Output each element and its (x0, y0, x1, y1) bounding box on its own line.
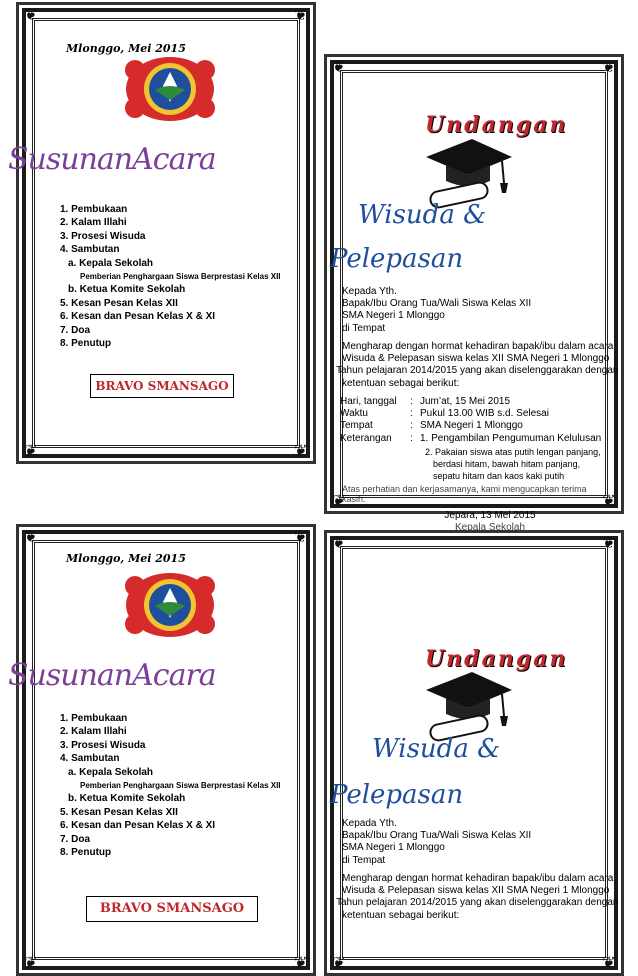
detail-row: Tempat : SMA Negeri 1 Mlonggo (340, 420, 523, 432)
signature-date: Jepara, 13 Mei 2015 (444, 510, 536, 521)
detail-value: SMA Negeri 1 Mlonggo (420, 420, 523, 432)
ornament-corner-icon: ❦ (24, 527, 38, 546)
intro-line: ketentuan sebagai berikut: (342, 377, 460, 389)
program-item: 8. Penutup (60, 338, 112, 350)
program-list (60, 712, 281, 859)
program-item: 6. Kesan dan Pesan Kelas X & XI (60, 820, 216, 832)
detail-row: Waktu : Pukul 13.00 WIB s.d. Selesai (340, 408, 549, 420)
ornament-corner-icon: ❦ (332, 57, 346, 76)
program-item: 2. Kalam Illahi (60, 726, 127, 738)
invitation-wisuda: Wisuda & (358, 200, 487, 230)
detail-key: Keterangan (340, 432, 392, 444)
intro-line: Tahun pelajaran 2014/2015 yang akan diselenggarakan dengan (336, 897, 619, 909)
ornament-corner-icon: ❦ (602, 533, 616, 552)
intro-line: ketentuan sebagai berikut: (342, 909, 460, 921)
invitation-heading: Undangan (425, 646, 568, 672)
invitation-wisuda: Wisuda & (372, 734, 501, 764)
recipient-line: Kepada Yth. (342, 286, 397, 297)
recipient-line: di Tempat (342, 322, 386, 334)
details-block (340, 396, 601, 445)
dress-code-line: sepatu hitam dan kaos kaki putih (433, 471, 565, 482)
program-item: Pemberian Penghargaan Siswa Berprestasi Kelas XII (80, 272, 281, 282)
program-item: 4. Sambutan (60, 753, 120, 765)
ornament-corner-icon: ❦ (294, 953, 308, 972)
program-item: 5. Kesan Pesan Kelas XII (60, 297, 178, 309)
program-item: a. Kepala Sekolah (68, 766, 154, 778)
program-item: 3. Prosesi Wisuda (60, 739, 146, 751)
program-item: 7. Doa (60, 833, 91, 845)
ornament-corner-icon: ❦ (602, 491, 616, 510)
program-item: 8. Penutup (60, 847, 112, 859)
program-item: 5. Kesan Pesan Kelas XII (60, 806, 178, 818)
detail-value: Jum’at, 15 Mei 2015 (420, 396, 511, 407)
recipient-line: Bapak/Ibu Orang Tua/Wali Siswa Kelas XII (342, 298, 532, 310)
bravo-banner: BRAVO SMANSAGO (86, 896, 258, 922)
recipient-block (342, 286, 531, 335)
recipient-line: SMA Negeri 1 Mlonggo (342, 310, 445, 322)
program-item: 7. Doa (60, 324, 91, 336)
recipient-line: SMA Negeri 1 Mlonggo (342, 842, 445, 854)
intro-block (336, 341, 619, 390)
ornament-corner-icon: ❦ (24, 5, 38, 24)
invitation-pelepasan: Pelepasan (330, 780, 464, 810)
ornament-corner-icon: ❦ (24, 441, 38, 460)
bravo-banner: BRAVO SMANSAGO (90, 374, 234, 398)
ornament-corner-icon: ❦ (294, 441, 308, 460)
ornament-corner-icon: ❦ (332, 491, 346, 510)
ornament-corner-icon: ❦ (332, 533, 346, 552)
program-list (60, 203, 281, 350)
program-title: SusunanAcara (8, 142, 216, 177)
detail-row: Keterangan : 1. Pengambilan Pengumuman Kelulusan (340, 432, 602, 444)
program-item: 2. Kalam Illahi (60, 217, 127, 229)
intro-block (336, 873, 619, 922)
closing-text: Atas perhatian dan kerjasamanya, kami mengucapkan terima kasih. (342, 484, 587, 504)
detail-key: Tempat (340, 420, 373, 432)
program-item: b. Ketua Komite Sekolah (68, 793, 186, 805)
detail-key: Hari, tanggal (340, 396, 397, 407)
dress-code-block (425, 446, 601, 483)
detail-value: Pukul 13.00 WIB s.d. Selesai (420, 408, 549, 420)
invitation-pelepasan: Pelepasan (330, 244, 464, 274)
program-item: 3. Prosesi Wisuda (60, 230, 146, 242)
program-item: Pemberian Penghargaan Siswa Berprestasi Kelas XII (80, 781, 281, 791)
program-item: 1. Pembukaan (60, 204, 128, 215)
dress-code-line: berdasi hitam, bawah hitam panjang, (433, 459, 581, 470)
intro-line: Tahun pelajaran 2014/2015 yang akan diselenggarakan dengan (336, 365, 619, 377)
school-logo-icon (125, 56, 215, 122)
intro-line: Mengharap dengan hormat kehadiran bapak/ibu dalam acara (342, 341, 614, 352)
intro-line: Wisuda & Pelepasan siswa kelas XII SMA Negeri 1 Mlonggo (342, 353, 610, 365)
ornament-corner-icon: ❦ (294, 527, 308, 546)
ornament-corner-icon: ❦ (602, 57, 616, 76)
program-title: SusunanAcara (8, 658, 216, 693)
recipient-line: Bapak/Ibu Orang Tua/Wali Siswa Kelas XII (342, 830, 532, 842)
invitation-heading: Undangan (425, 112, 568, 138)
place-date: Mlonggo, Mei 2015 (66, 552, 186, 565)
program-item: b. Ketua Komite Sekolah (68, 284, 186, 296)
place-date: Mlonggo, Mei 2015 (66, 42, 186, 55)
recipient-line: Kepada Yth. (342, 818, 397, 829)
detail-row: Hari, tanggal : Jum’at, 15 Mei 2015 (340, 396, 511, 407)
program-item: 6. Kesan dan Pesan Kelas X & XI (60, 311, 216, 323)
school-logo-icon (125, 572, 215, 638)
ornament-corner-icon: ❦ (332, 953, 346, 972)
ornament-corner-icon: ❦ (24, 953, 38, 972)
signature-title: Kepala Sekolah (454, 522, 526, 534)
program-item: 1. Pembukaan (60, 713, 128, 724)
detail-value: 1. Pengambilan Pengumuman Kelulusan (420, 432, 602, 444)
ornament-corner-icon: ❦ (294, 5, 308, 24)
program-item: a. Kepala Sekolah (68, 257, 154, 269)
recipient-block (342, 818, 531, 867)
program-item: 4. Sambutan (60, 244, 120, 256)
ornament-corner-icon: ❦ (602, 953, 616, 972)
detail-key: Waktu (340, 408, 368, 420)
recipient-line: di Tempat (342, 854, 386, 866)
intro-line: Mengharap dengan hormat kehadiran bapak/ibu dalam acara (342, 873, 614, 884)
dress-code-line: 2. Pakaian siswa atas putih lengan panjang, (425, 447, 601, 457)
intro-line: Wisuda & Pelepasan siswa kelas XII SMA Negeri 1 Mlonggo (342, 885, 610, 897)
